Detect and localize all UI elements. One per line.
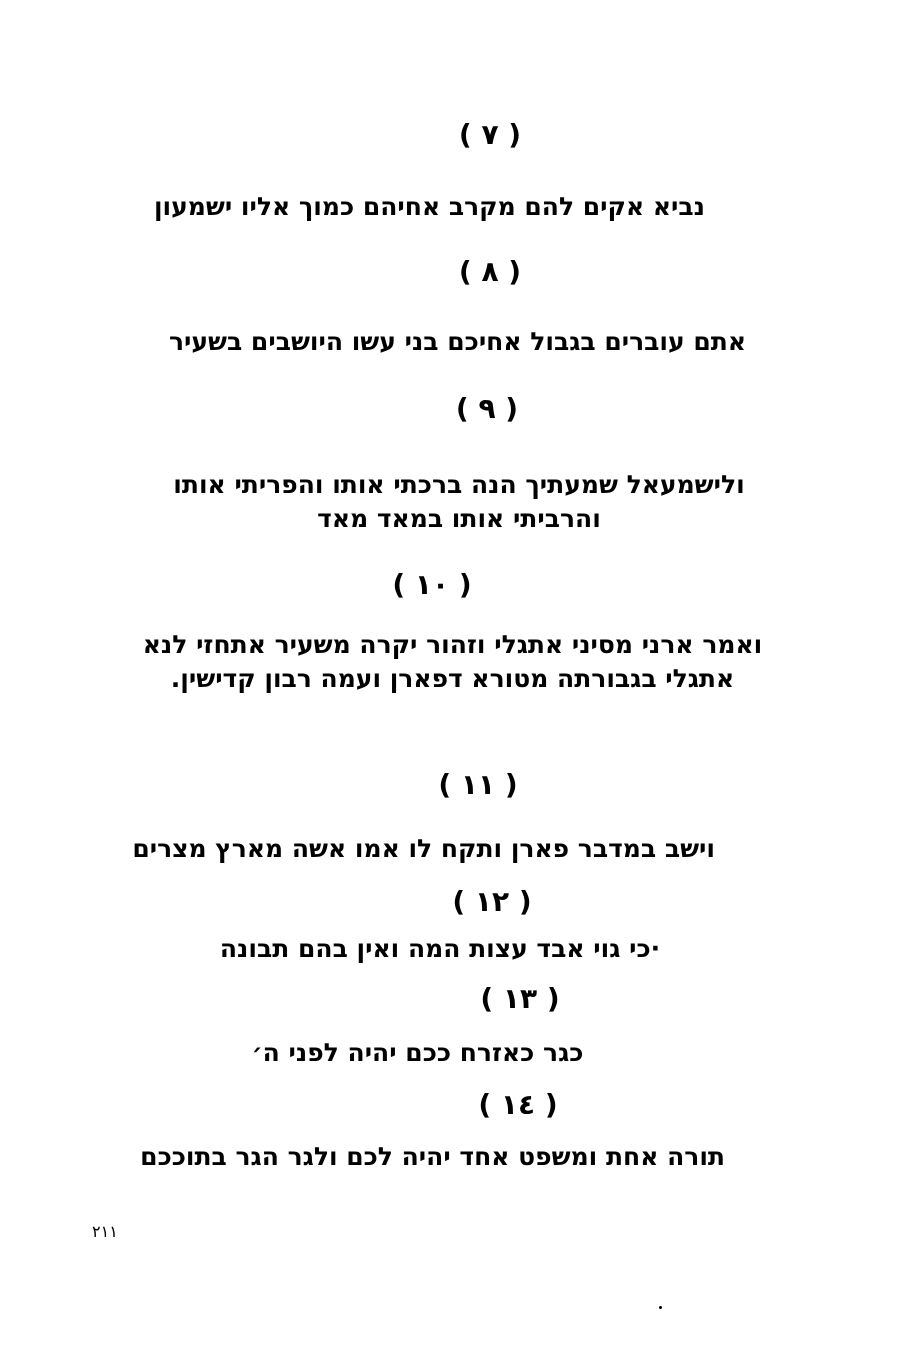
verse-14-line-1: תורה אחת ומשפט אחד יהיה לכם ולגר הגר בתוככם [140,1142,725,1171]
verse-13-line-1: כגר כאזרח ככם יהיה לפני ה׳ [251,1038,584,1067]
verse-8-line-1: אתם עוברים בגבול אחיכם בני עשו היושבים בשעיר [168,327,747,356]
verse-14 [140,1140,725,1174]
verse-11 [132,832,715,866]
scan-speck [659,1306,662,1309]
verse-13 [245,1036,590,1070]
verse-marker-14: ( ١٤ ) [478,1088,558,1121]
verse-marker-7: ( ٧ ) [458,118,522,151]
verse-10-line-2: אתגלי בגבורתה מטורא דפארן ועמה רבון קדישין. [170,664,735,693]
verse-7-line-1: נביא אקים להם מקרב אחיהם כמוך אליו ישמעון [153,192,705,221]
verse-9-line-1: ולישמעאל שמעתיך הנה ברכתי אותו והפריתי אותו [173,470,745,499]
verse-7 [155,190,705,224]
verse-10 [140,628,765,696]
verse-marker-13: ( ١٣ ) [480,982,560,1015]
verse-marker-9: ( ٩ ) [455,392,519,425]
verse-marker-10: ( ١٠ ) [392,568,472,601]
verse-8 [160,325,755,359]
verse-9 [155,468,763,536]
verse-marker-12: ( ١٢ ) [452,885,532,918]
verse-11-line-1: וישב במדבר פארן ותקח לו אמו אשה מארץ מצרים [132,834,715,863]
verse-marker-11: ( ١١ ) [438,768,518,801]
page-number: ٢١١ [92,1222,118,1241]
verse-12-line-1: ·כי גוי אבד עצות המה ואין בהם תבונה [219,934,661,963]
verse-9-line-2: והרביתי אותו במאד מאד [317,504,601,533]
verse-10-line-1: ואמר ארני מסיני אתגלי וזהור יקרה משעיר אתחזי לנא [142,630,763,659]
verse-12 [215,932,665,966]
verse-marker-8: ( ٨ ) [458,255,522,288]
